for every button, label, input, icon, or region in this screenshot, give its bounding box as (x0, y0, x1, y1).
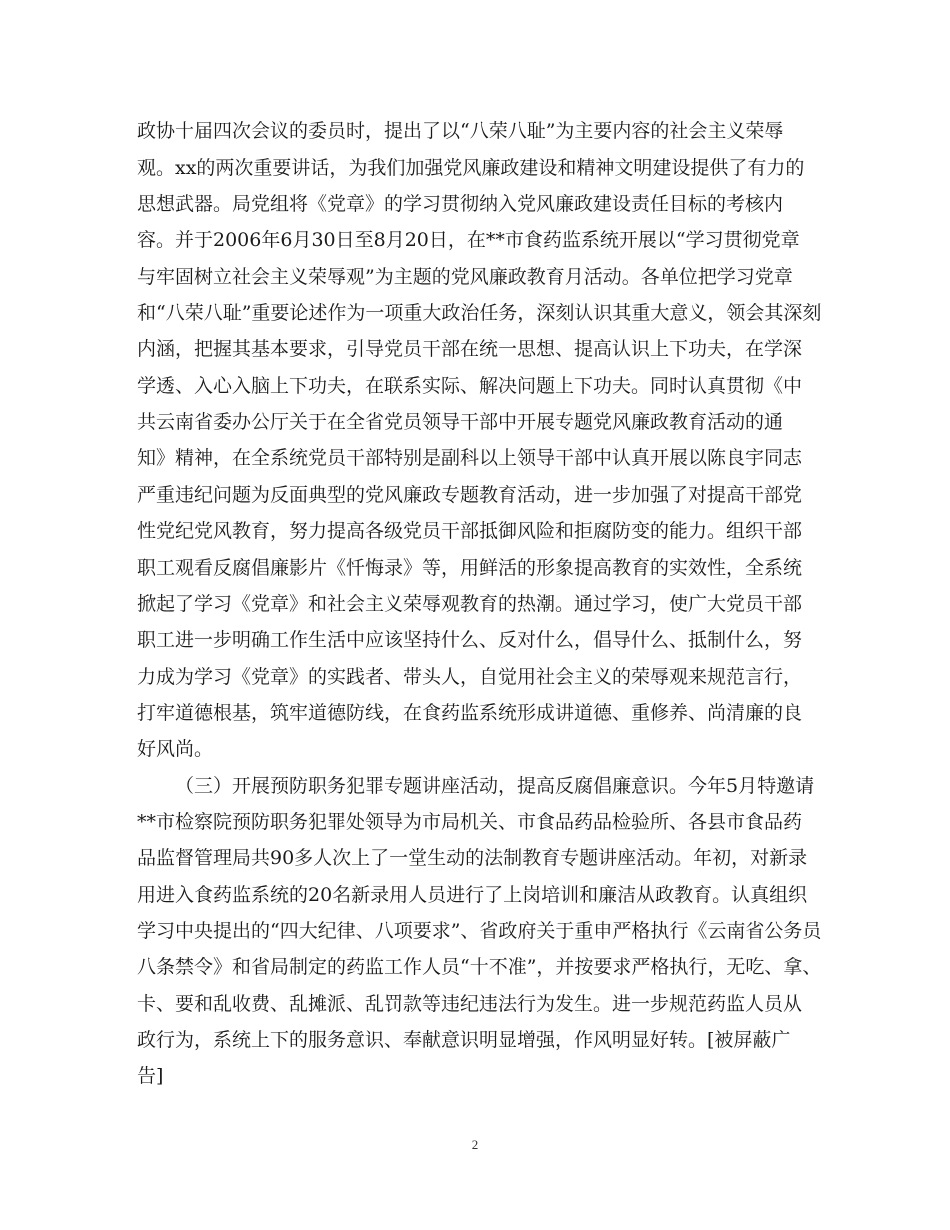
paragraph-1-line-9: 共云南省委办公厅关于在全省党员领导干部中开展专题党风廉政教育活动的通 (137, 411, 784, 433)
paragraph-1-line-13: 职工观看反腐倡廉影片《忏悔录》等，用鲜活的形象提高教育的实效性，全系统 (137, 557, 803, 579)
paragraph-1-line-6: 和“八荣八耻”重要论述作为一项重大政治任务，深刻认识其重大意义，领会其深刻 (137, 302, 822, 324)
paragraph-2-line-1: （三）开展预防职务犯罪专题讲座活动，提高反腐倡廉意识。今年5月特邀请 (175, 775, 815, 797)
paragraph-1-line-18: 好风尚。 (137, 738, 214, 760)
paragraph-1-line-5: 与牢固树立社会主义荣辱观”为主题的党风廉政教育月活动。各单位把学习党章 (137, 266, 793, 288)
paragraph-1-line-12: 性党纪党风教育，努力提高各级党员干部抵御风险和拒腐防变的能力。组织干部 (137, 520, 803, 542)
paragraph-1-line-15: 职工进一步明确工作生活中应该坚持什么、反对什么，倡导什么、抵制什么，努 (137, 629, 803, 651)
page-number: 2 (471, 1137, 479, 1152)
paragraph-1-line-8: 学透、入心入脑上下功夫，在联系实际、解决问题上下功夫。同时认真贯彻《中 (137, 375, 803, 397)
paragraph-2-line-2: **市检察院预防职务犯罪处领导为市局机关、市食品药品检验所、各县市食品药 (137, 811, 803, 833)
paragraph-1-line-11: 严重违纪问题为反面典型的党风廉政专题教育活动，进一步加强了对提高干部党 (137, 484, 803, 506)
paragraph-1-line-10: 知》精神，在全系统党员干部特别是副科以上领导干部中认真开展以陈良宇同志 (137, 447, 803, 469)
paragraph-2-line-3: 品监督管理局共90多人次上了一堂生动的法制教育专题讲座活动。年初，对新录 (137, 847, 808, 869)
paragraph-2-line-5: 学习中央提出的“四大纪律、八项要求”、省政府关于重申严格执行《云南省公务员 (137, 920, 822, 942)
paragraph-2-line-6: 八条禁令》和省局制定的药监工作人员“十不准”，并按要求严格执行，无吃、拿、 (137, 956, 822, 978)
paragraph-1-line-1: 政协十届四次会议的委员时，提出了以“八荣八耻”为主要内容的社会主义荣辱 (137, 120, 784, 142)
paragraph-1-line-7: 内涵，把握其基本要求，引导党员干部在统一思想、提高认识上下功夫，在学深 (137, 338, 803, 360)
paragraph-1-line-17: 打牢道德根基，筑牢道德防线，在食药监系统形成讲道德、重修养、尚清廉的良 (137, 702, 803, 724)
paragraph-2-line-4: 用进入食药监系统的20名新录用人员进行了上岗培训和廉洁从政教育。认真组织 (137, 884, 808, 906)
paragraph-1-line-16: 力成为学习《党章》的实践者、带头人，自觉用社会主义的荣辱观来规范言行， (137, 666, 803, 688)
paragraph-1-line-4: 容。并于2006年6月30日至8月20日，在**市食药监系统开展以“学习贯彻党章 (137, 229, 800, 251)
paragraph-1-line-14: 掀起了学习《党章》和社会主义荣辱观教育的热潮。通过学习，使广大党员干部 (137, 593, 803, 615)
paragraph-2-line-7: 卡、要和乱收费、乱摊派、乱罚款等违纪违法行为发生。进一步规范药监人员从 (137, 993, 803, 1015)
paragraph-1-line-3: 思想武器。局党组将《党章》的学习贯彻纳入党风廉政建设责任目标的考核内 (137, 193, 784, 215)
paragraph-2-line-9: 告] (137, 1065, 164, 1087)
paragraph-1-line-2: 观。xx的两次重要讲话，为我们加强党风廉政建设和精神文明建设提供了有力的 (137, 157, 805, 179)
paragraph-2-line-8: 政行为，系统上下的服务意识、奉献意识明显增强，作风明显好转。[被屏蔽广 (137, 1029, 791, 1051)
